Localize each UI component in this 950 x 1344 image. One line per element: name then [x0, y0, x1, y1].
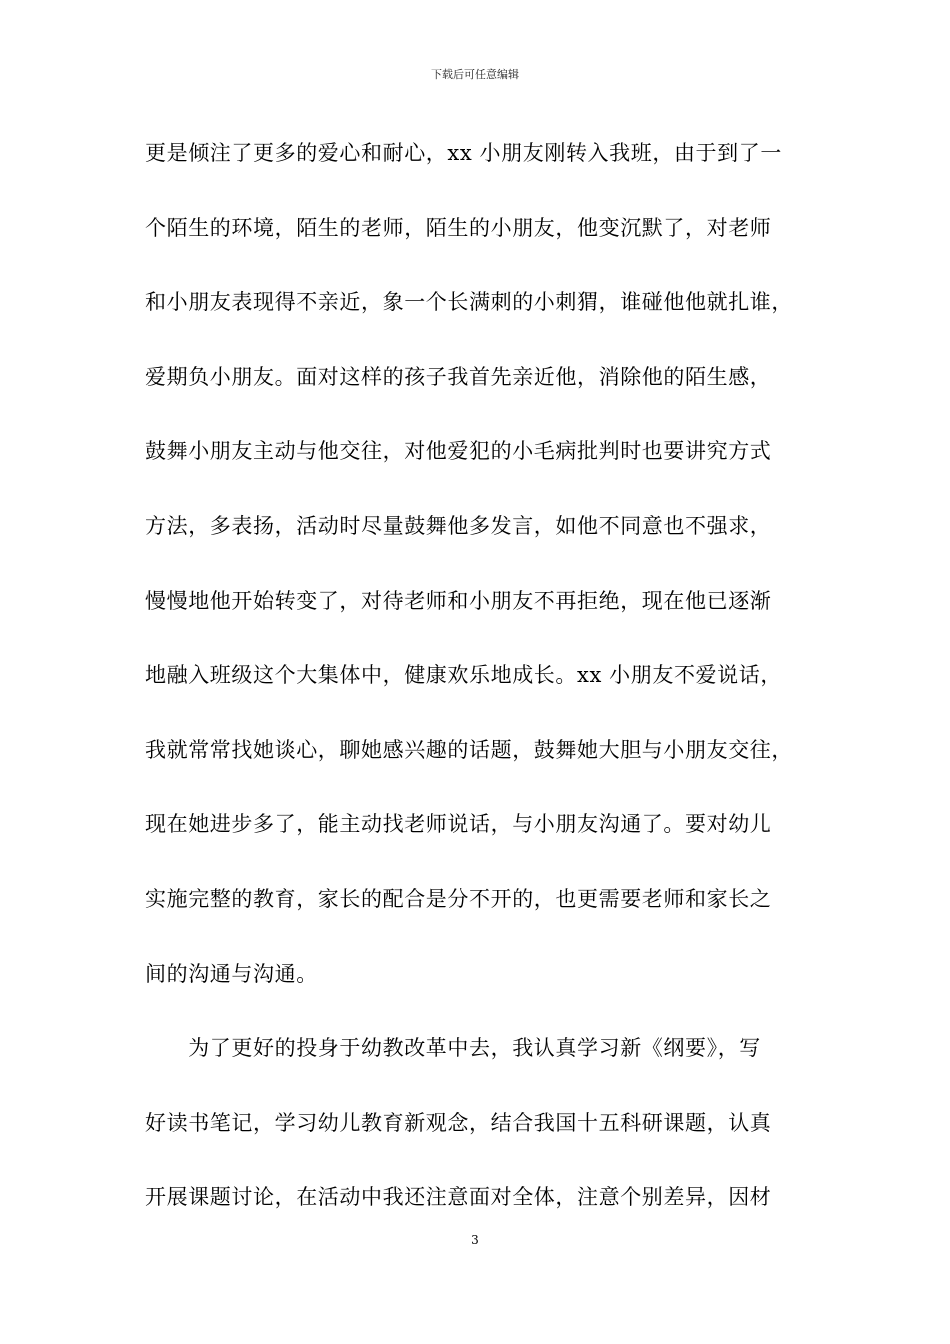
text-line: 方法，多表扬，活动时尽量鼓舞他多发言，如他不同意也不强求， — [145, 513, 772, 538]
text-line: 好读书笔记，学习幼儿教育新观念，结合我国十五科研课题，认真 — [145, 1110, 772, 1135]
text-line: 我就常常找她谈心，聊她感兴趣的话题，鼓舞她大胆与小朋友交往， — [145, 737, 793, 762]
text-line: 更是倾注了更多的爱心和耐心，xx 小朋友刚转入我班，由于到了一 — [145, 141, 782, 165]
text-line: 和小朋友表现得不亲近，象一个长满刺的小刺猬，谁碰他他就扎谁， — [145, 290, 793, 315]
text-line: 开展课题讨论，在活动中我还注意面对全体，注意个别差异，因材 — [145, 1185, 772, 1210]
text-line: 爱期负小朋友。面对这样的孩子我首先亲近他，消除他的陌生感， — [145, 364, 772, 389]
text-line: 地融入班级这个大集体中，健康欢乐地成长。xx 小朋友不爱说话， — [145, 663, 782, 688]
document-body — [145, 128, 825, 1247]
text-line: 鼓舞小朋友主动与他交往，对他爱犯的小毛病批判时也要讲究方式 — [145, 439, 772, 464]
text-line: 现在她进步多了，能主动找老师说话，与小朋友沟通了。要对幼儿 — [145, 812, 772, 837]
text-line: 实施完整的教育，家长的配合是分不开的，也更需要老师和家长之 — [145, 886, 772, 911]
page-header: 下载后可任意编辑 — [431, 68, 519, 81]
page-number: 3 — [471, 1233, 479, 1247]
text-line: 为了更好的投身于幼教改革中去，我认真学习新《纲要》，写 — [145, 1036, 761, 1061]
text-line: 间的沟通与沟通。 — [145, 961, 318, 986]
text-line: 慢慢地他开始转变了，对待老师和小朋友不再拒绝，现在他已逐渐 — [145, 588, 772, 613]
text-line: 个陌生的环境，陌生的老师，陌生的小朋友，他变沉默了，对老师 — [145, 215, 772, 240]
